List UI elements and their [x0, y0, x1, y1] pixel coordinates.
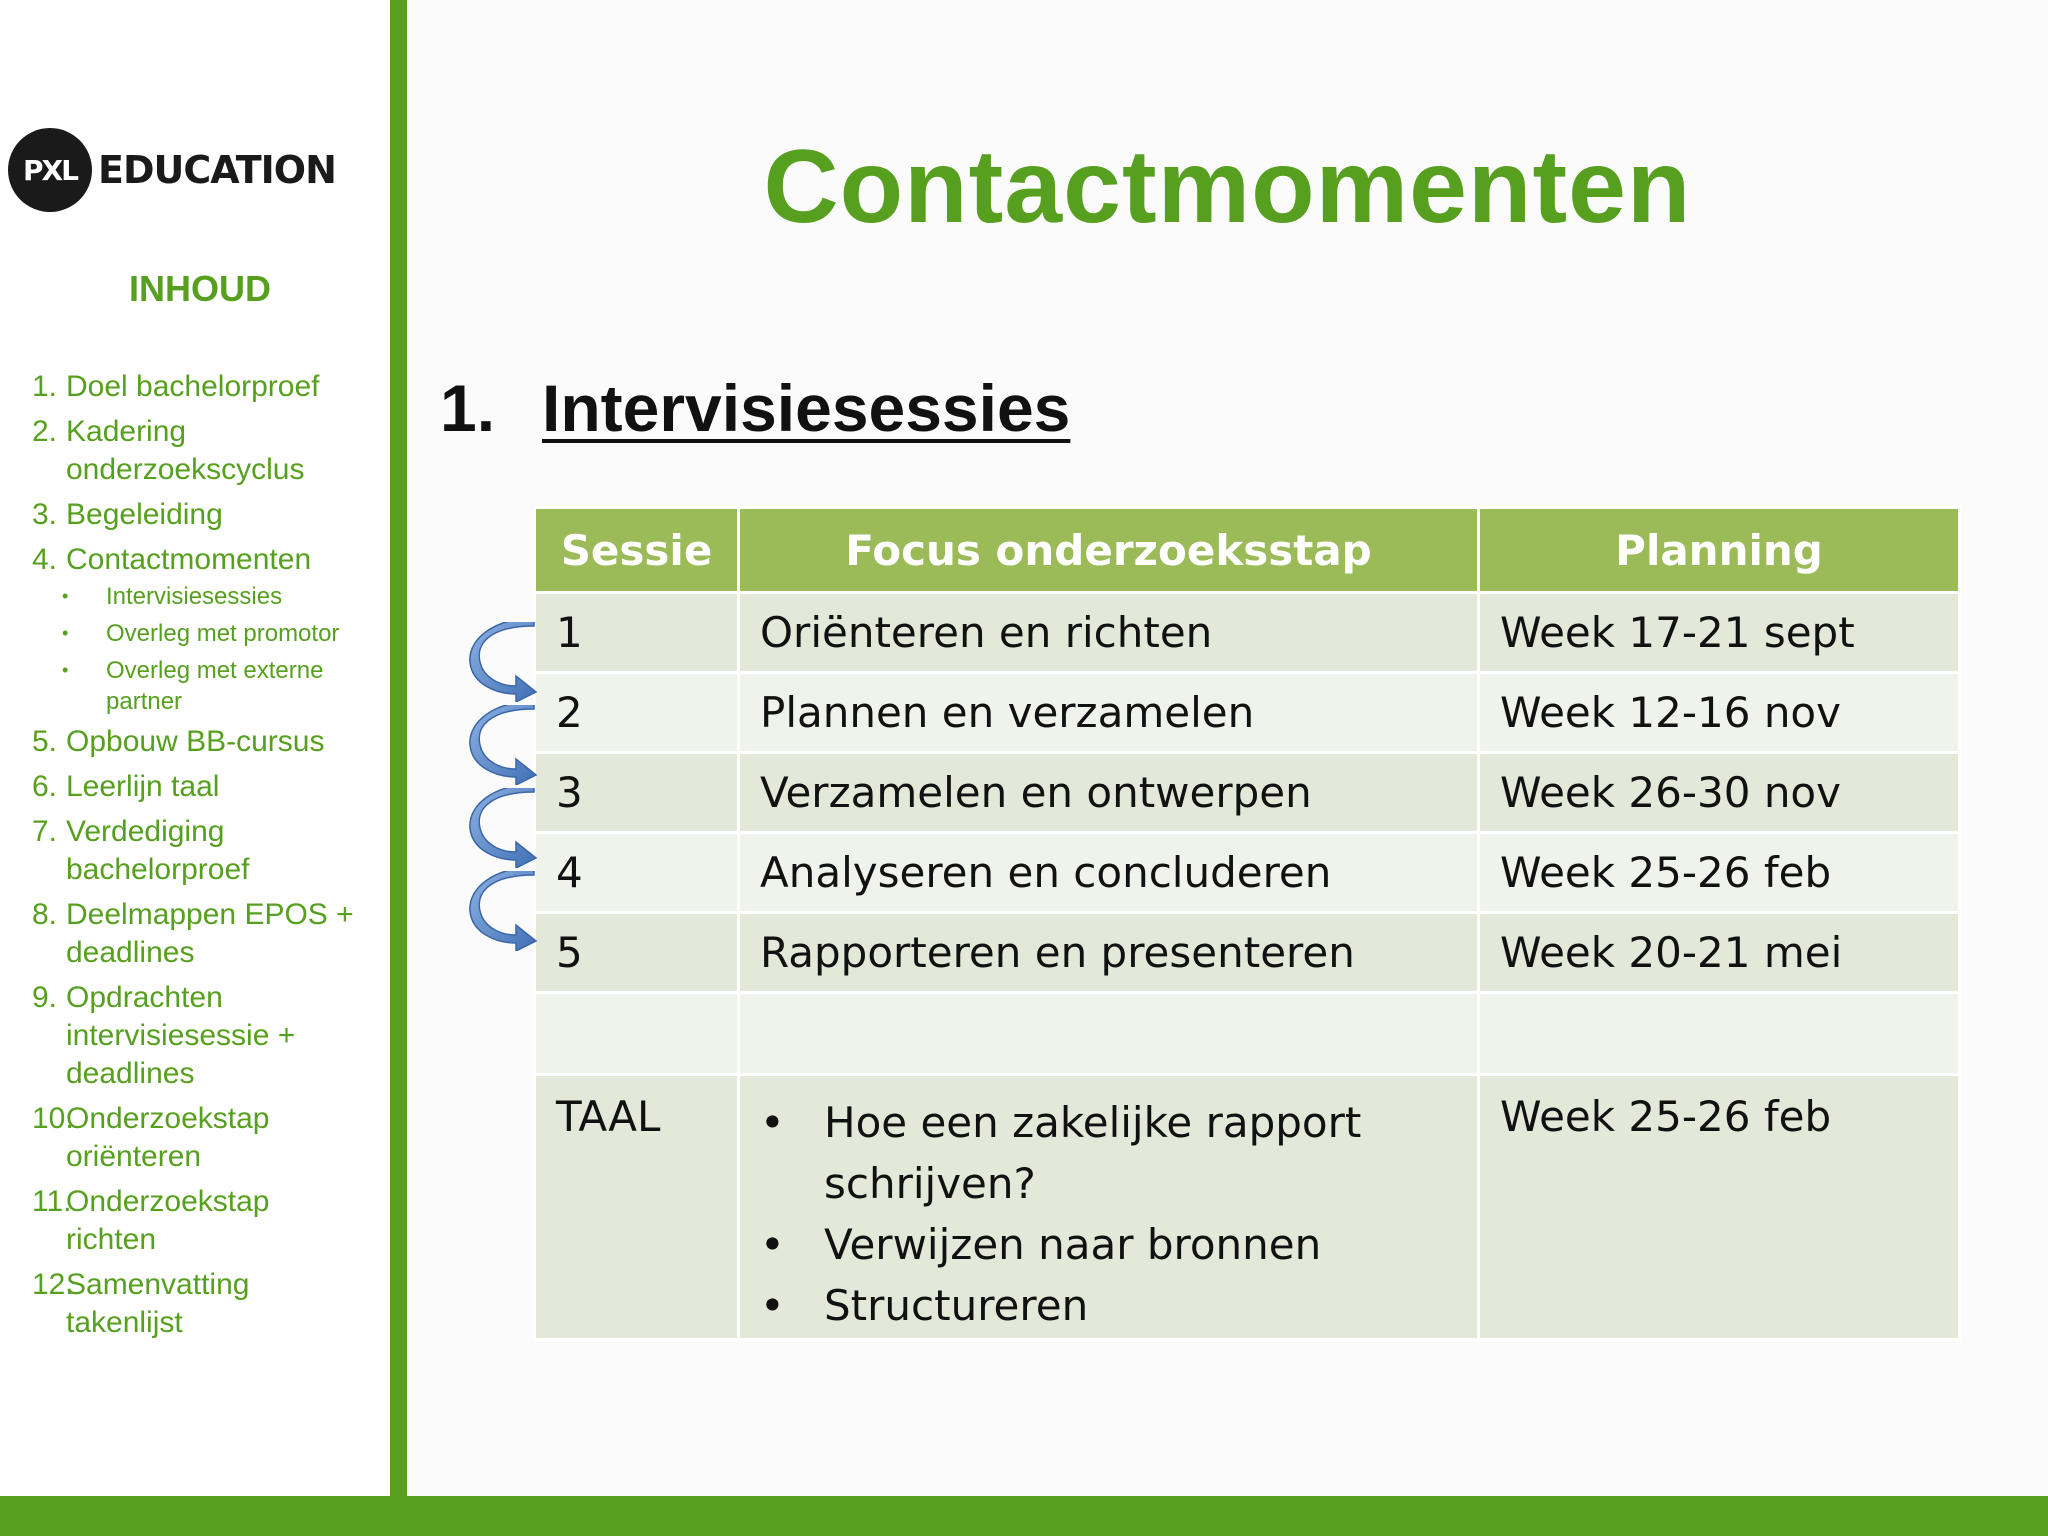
cell-topics [739, 1075, 1479, 1340]
toc-item-deelmappen[interactable] [0, 896, 385, 972]
curved-arrow-icon [468, 871, 538, 951]
bullet-icon: • [760, 1220, 785, 1269]
toc-number: 9. [32, 981, 58, 1014]
toc-sublabel: Overleg met externe partner [106, 657, 324, 715]
toc-label: Deelmappen EPOS + deadlines [66, 898, 354, 969]
cell-sessie: 5 [535, 913, 739, 993]
pxl-logo-badge: PXL [8, 128, 92, 212]
cell-planning: Week 25-26 feb [1479, 833, 1960, 913]
topic-text: Hoe een zakelijke rapport schrijven? [824, 1098, 1362, 1208]
toc-label: Onderzoekstap richten [66, 1185, 270, 1256]
toc-number: 8. [32, 898, 58, 931]
cell-sessie: 1 [535, 593, 739, 673]
toc-number: 3. [32, 498, 58, 531]
toc-label: Contactmomenten [66, 543, 312, 576]
toc-number: 1. [32, 370, 58, 403]
topic-text: Verwijzen naar bronnen [824, 1220, 1322, 1269]
topics-list [760, 1092, 1477, 1336]
toc-item-samenvatting[interactable] [0, 1266, 385, 1342]
topic-text: Structureren [824, 1281, 1089, 1330]
section-title: Intervisiesessies [542, 371, 1071, 445]
toc-number: 12. [32, 1268, 74, 1301]
curved-arrow-icon [468, 622, 538, 702]
section-number: 1. [440, 371, 496, 445]
cell-focus: Plannen en verzamelen [739, 673, 1479, 753]
column-header-planning: Planning [1479, 508, 1960, 593]
column-header-sessie: Sessie [535, 508, 739, 593]
table-row [535, 593, 1960, 673]
toc-item-orienteren[interactable] [0, 1100, 385, 1176]
toc-item-kadering[interactable] [0, 413, 385, 489]
bottom-bar [0, 1496, 2048, 1536]
table-of-contents [0, 368, 385, 1349]
toc-number: 5. [32, 725, 58, 758]
list-item [760, 1275, 1477, 1336]
cell-planning: Week 20-21 mei [1479, 913, 1960, 993]
toc-label: Begeleiding [66, 498, 223, 531]
toc-number: 2. [32, 415, 58, 448]
cell-focus: Analyseren en concluderen [739, 833, 1479, 913]
table-row [535, 913, 1960, 993]
cell-sessie: 3 [535, 753, 739, 833]
toc-item-verdediging[interactable] [0, 813, 385, 889]
cell-planning: Week 26-30 nov [1479, 753, 1960, 833]
toc-number: 4. [32, 543, 58, 576]
bullet-icon: • [760, 1098, 785, 1147]
slide-title: Contactmomenten [763, 129, 1692, 245]
cell-empty [739, 993, 1479, 1075]
cell-sessie: 4 [535, 833, 739, 913]
list-item [760, 1092, 1477, 1214]
toc-number: 10. [32, 1102, 74, 1135]
cell-focus: Verzamelen en ontwerpen [739, 753, 1479, 833]
toc-label: Doel bachelorproef [66, 370, 320, 403]
toc-label: Onderzoekstap oriënteren [66, 1102, 270, 1173]
toc-item-leerlijn-taal[interactable] [0, 768, 385, 806]
toc-number: 11. [32, 1185, 72, 1218]
toc-label: Leerlijn taal [66, 770, 220, 803]
cell-sessie: TAAL [535, 1075, 739, 1340]
toc-title: INHOUD [129, 268, 271, 309]
toc-label: Verdediging bachelorproef [66, 815, 250, 886]
table-row-empty [535, 993, 1960, 1075]
table-header-row [535, 508, 1960, 593]
cell-planning: Week 17-21 sept [1479, 593, 1960, 673]
bullet-icon: • [62, 623, 69, 643]
table-row [535, 753, 1960, 833]
toc-label: Opbouw BB-cursus [66, 725, 325, 758]
toc-label: Opdrachten intervisiesessie + deadlines [66, 981, 296, 1090]
list-item [760, 1214, 1477, 1275]
toc-label: Samenvatting takenlijst [66, 1268, 250, 1339]
bullet-icon: • [760, 1281, 785, 1330]
curved-arrow-icon [468, 705, 538, 785]
toc-item-richten[interactable] [0, 1183, 385, 1259]
curved-arrow-icon [468, 788, 538, 868]
logo-wordmark: EDUCATION [98, 148, 336, 192]
toc-item-opdrachten[interactable] [0, 979, 385, 1093]
table-row [535, 673, 1960, 753]
column-header-focus: Focus onderzoeksstap [739, 508, 1479, 593]
sessions-table [533, 506, 1961, 1341]
toc-subitem-overleg-promotor[interactable] [0, 618, 385, 649]
table-row-taal [535, 1075, 1960, 1340]
cell-focus: Rapporteren en presenteren [739, 913, 1479, 993]
toc-sublabel: Overleg met promotor [106, 620, 340, 647]
cell-empty [1479, 993, 1960, 1075]
toc-subitem-overleg-externe-partner[interactable] [0, 655, 402, 717]
toc-number: 6. [32, 770, 58, 803]
bullet-icon: • [62, 660, 69, 680]
cell-planning: Week 25-26 feb [1479, 1075, 1960, 1340]
section-heading [440, 370, 1070, 446]
toc-item-opbouw[interactable] [0, 723, 385, 761]
toc-sublabel: Intervisiesessies [106, 583, 283, 610]
cell-focus: Oriënteren en richten [739, 593, 1479, 673]
pxl-education-logo [8, 127, 336, 213]
toc-subitem-intervisiesessies[interactable] [0, 581, 385, 612]
vertical-divider-bar [390, 0, 407, 1536]
toc-label: Kadering onderzoekscyclus [66, 415, 305, 486]
toc-item-contactmomenten[interactable] [0, 541, 385, 579]
cell-sessie: 2 [535, 673, 739, 753]
table-row [535, 833, 1960, 913]
cell-planning: Week 12-16 nov [1479, 673, 1960, 753]
bullet-icon: • [62, 586, 69, 606]
toc-item-begeleiding[interactable] [0, 496, 385, 534]
cell-empty [535, 993, 739, 1075]
toc-number: 7. [32, 815, 58, 848]
toc-item-doel[interactable] [0, 368, 385, 406]
